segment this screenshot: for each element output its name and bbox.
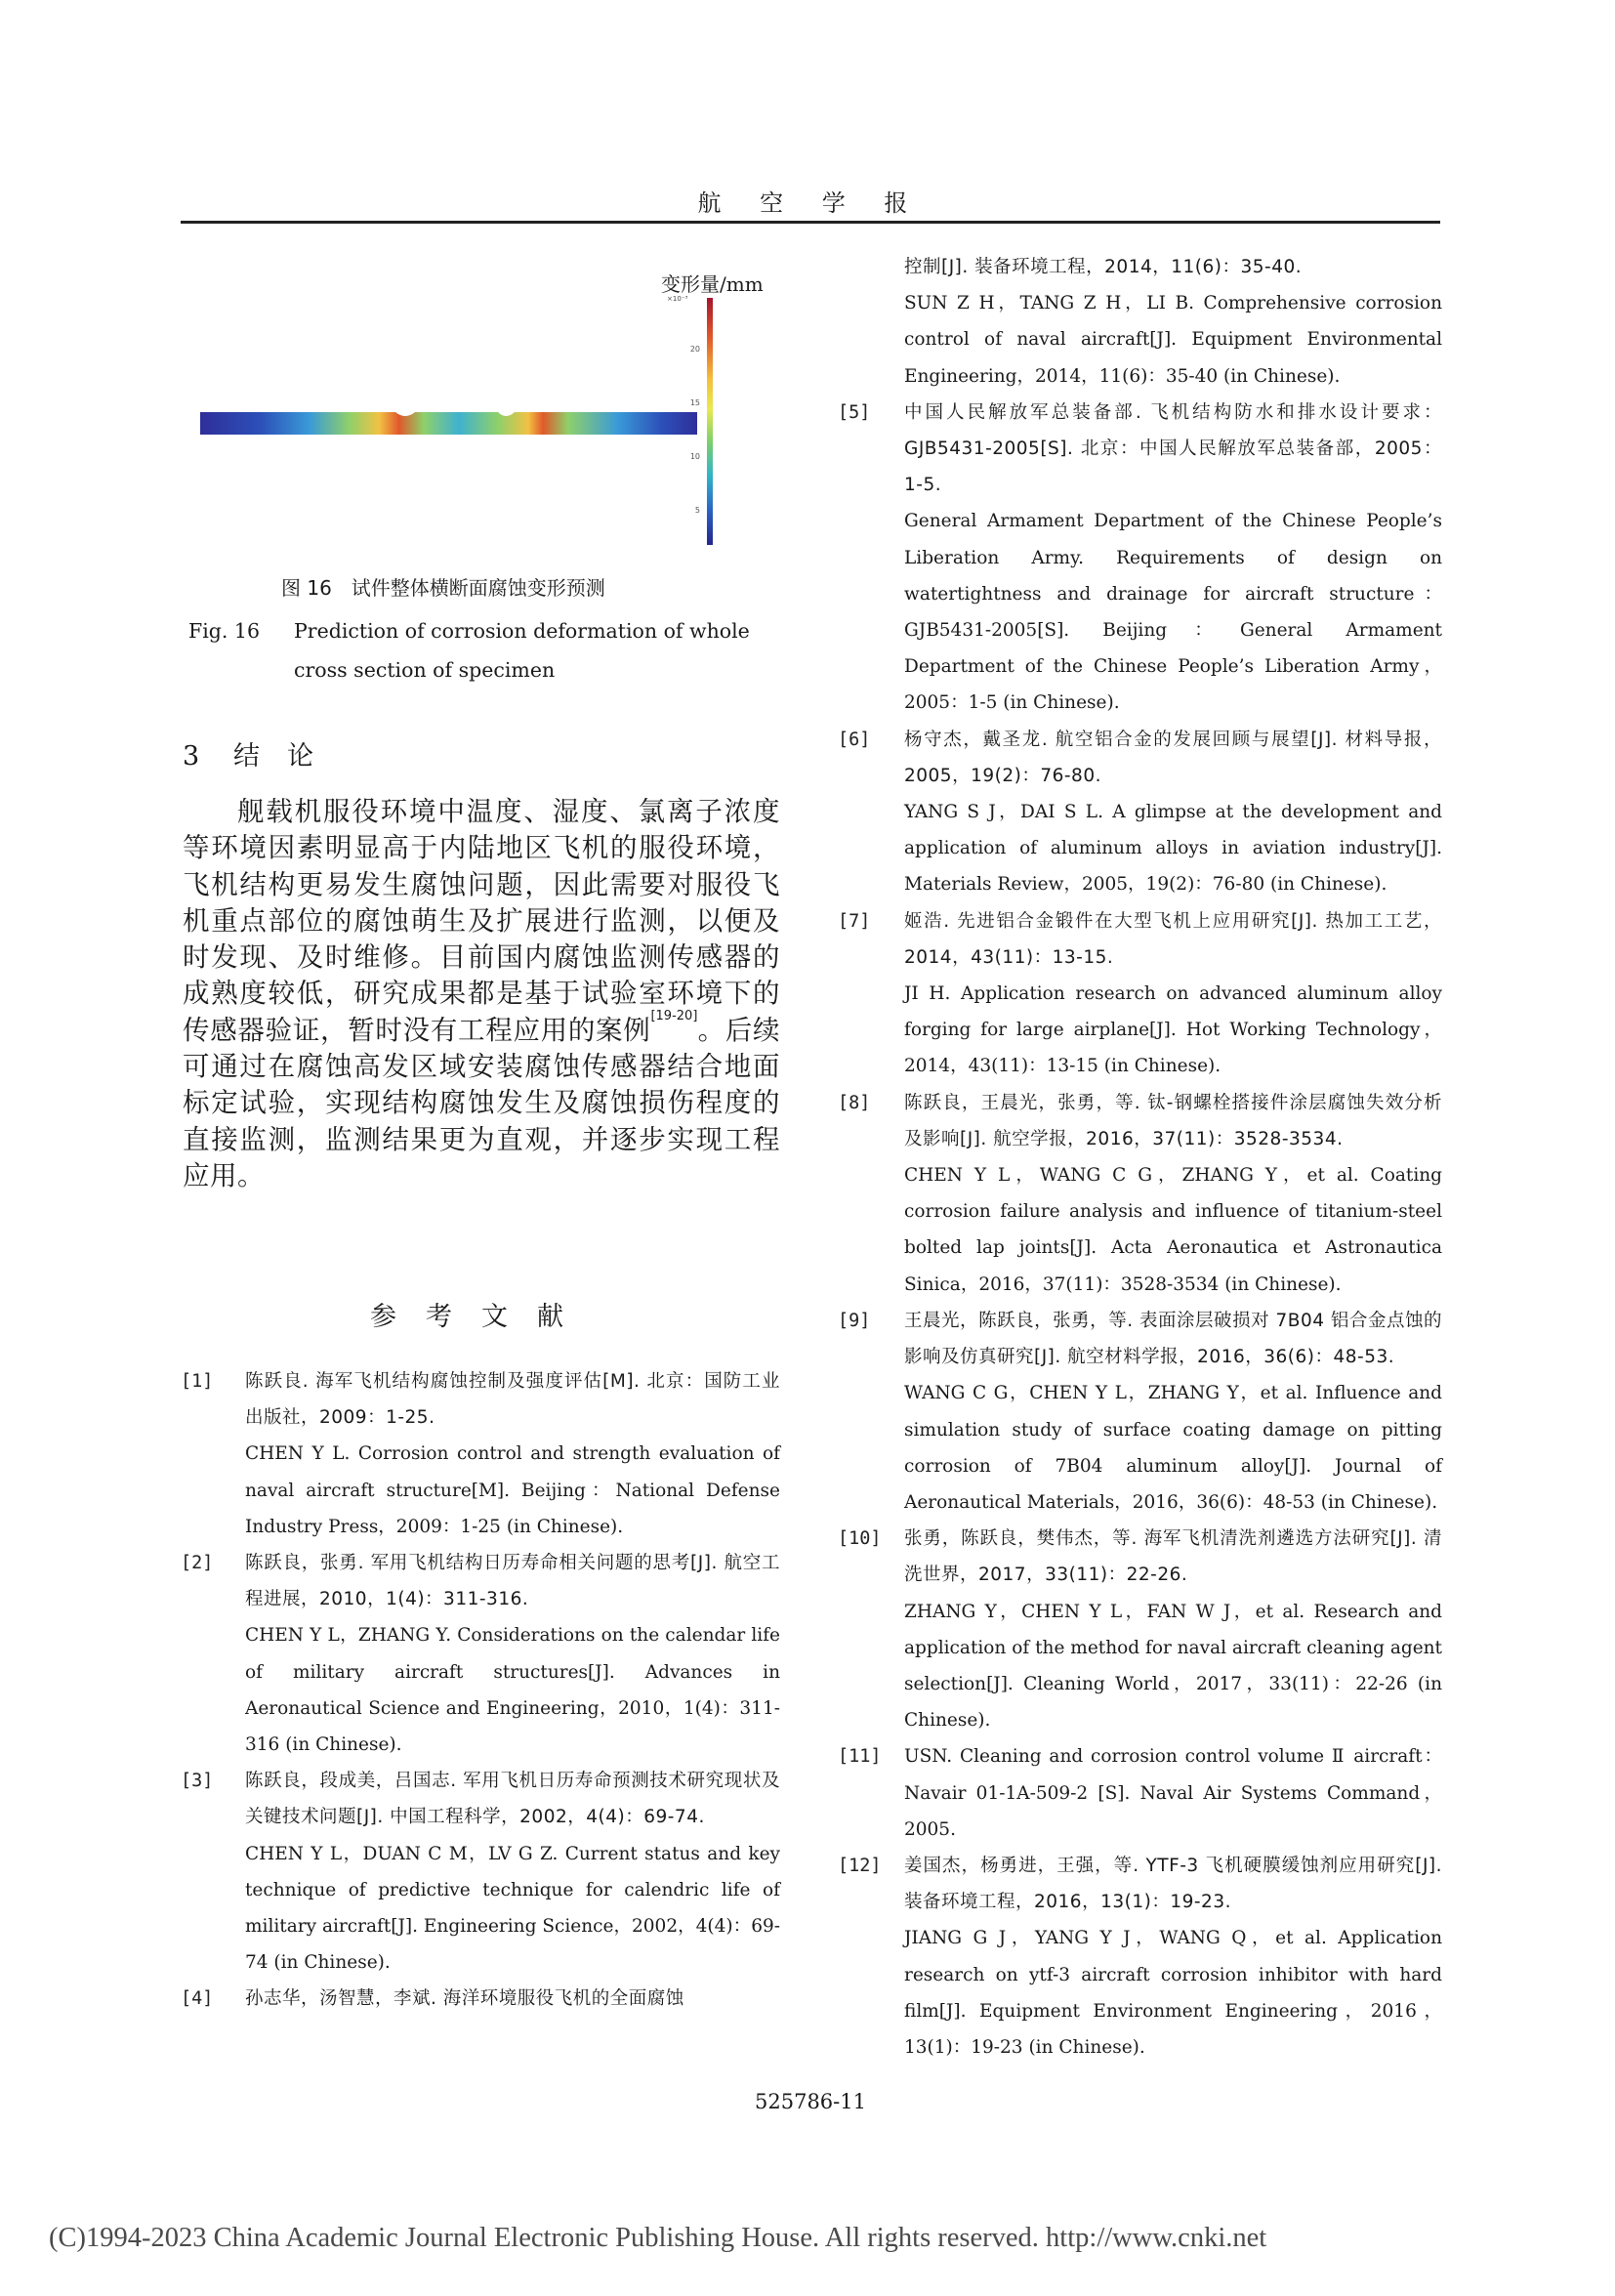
reference-cn: 张勇，陈跃良，樊伟杰，等. 海军飞机清洗剂遴选方法研究[J]. 清洗世界，2017，33(11)：22-26. — [904, 1528, 1442, 1586]
reference-item — [842, 249, 1442, 395]
reference-number: [12] — [838, 1855, 882, 1876]
figure-caption-text: Prediction of corrosion deformation of whole cross section of specimen — [294, 619, 750, 682]
copyright-footer: (C)1994-2023 China Academic Journal Electronic Publishing House. All rights reserved. http://www.cnki.net — [49, 2223, 1267, 2253]
reference-item — [183, 1763, 780, 1981]
reference-item — [838, 903, 1442, 1085]
figure-label: Fig. 16 — [188, 619, 261, 643]
section-number: 3 — [183, 741, 200, 772]
reference-cn: 孙志华，汤智慧，李斌. 海洋环境服役飞机的全面腐蚀 — [245, 1988, 684, 2010]
reference-en: General Armament Department of the Chinese People’s Liberation Army. Requirements of design on watertightness and drainage for aircraft structure：GJB5431-2005[S]. Beijing：General Armament Department of the Chinese People’s Liberation Army，2005：1-5 (in Chinese). — [904, 511, 1442, 714]
references-heading: 参考文献 — [370, 1302, 593, 1332]
conclusion-paragraph — [183, 794, 780, 1194]
colorbar-tick: 15 — [689, 398, 700, 407]
reference-item — [838, 722, 1442, 903]
reference-en: CHEN Y L. Corrosion control and strength evaluation of naval aircraft structure[M]. Beijing：National Defense Industry Press，2009：1-25 (in Chinese). — [245, 1443, 780, 1537]
reference-item — [838, 395, 1442, 722]
reference-item — [838, 1738, 1442, 1848]
figure-caption-cn: 图 16 试件整体横断面腐蚀变形预测 — [281, 576, 605, 600]
reference-en: ZHANG Y，CHEN Y L，FAN W J，et al. Research and application of the method for naval aircraft cleaning agent selection[J]. Cleaning World，2017，33(11)：22-26 (in Chinese). — [904, 1601, 1442, 1732]
reference-number: [1] — [181, 1371, 214, 1392]
reference-cn: 杨守杰，戴圣龙. 航空铝合金的发展回顾与展望[J]. 材料导报，2005，19(2)：76-80. — [904, 729, 1442, 786]
reference-cn: 陈跃良，段成美，吕国志. 军用飞机日历寿命预测技术研究现状及关键技术问题[J]. 中国工程科学，2002，4(4)：69-74. — [245, 1771, 780, 1828]
page-number: 525786-11 — [755, 2090, 866, 2113]
figure-16 — [190, 256, 766, 559]
reference-en: CHEN Y L，DUAN C M，LV G Z. Current status and key technique of predictive technique for calendric life of military aircraft[J]. Engineering Science，2002，4(4)：69-74 (in Chinese). — [245, 1843, 780, 1974]
reference-item — [183, 1981, 780, 2017]
reference-cn: 中国人民解放军总装备部. 飞机结构防水和排水设计要求：GJB5431-2005[S]. 北京：中国人民解放军总装备部，2005：1-5. — [904, 401, 1442, 496]
reference-number: [2] — [181, 1553, 214, 1574]
references-left-column — [183, 1363, 780, 2018]
reference-en: CHEN Y L，WANG C G，ZHANG Y，et al. Coating corrosion failure analysis and influence of titanium-steel bolted lap joints[J]. Acta Aeronautica et Astronautica Sinica，2016，37(11)：3528-3534 (in Chinese). — [904, 1165, 1442, 1295]
reference-cn: 控制[J]. 装备环境工程，2014，11(6)：35-40. — [904, 257, 1303, 277]
colorbar-tick: 20 — [689, 345, 700, 354]
reference-number: [3] — [181, 1771, 214, 1792]
references-right-column — [838, 249, 1442, 2066]
reference-item — [838, 1521, 1442, 1738]
reference-en: JIANG G J，YANG Y J，WANG Q，et al. Application research on ytf-3 aircraft corrosion inhibitor with hard film[J]. Equipment Environment Engineering，2016，13(1)：19-23 (in Chinese). — [904, 1928, 1442, 2058]
reference-en: YANG S J，DAI S L. A glimpse at the development and application of aluminum alloys in aviation industry[J]. Materials Review，2005，19(2)：76-80 (in Chinese). — [904, 802, 1442, 896]
reference-cn: 陈跃良. 海军飞机结构腐蚀控制及强度评估[M]. 北京：国防工业出版社，2009：1-25. — [245, 1371, 780, 1429]
colorbar-tick: 10 — [689, 452, 700, 461]
reference-number: [11] — [838, 1746, 882, 1768]
reference-number: [9] — [838, 1310, 871, 1331]
reference-cn: 姬浩. 先进铝合金锻件在大型飞机上应用研究[J]. 热加工工艺，2014，43(11)：13-15. — [904, 910, 1442, 968]
figure-unit-label: 变形量/mm — [661, 272, 764, 296]
colorbar-exponent: ×10⁻³ — [667, 295, 688, 303]
reference-en: SUN Z H，TANG Z H，LI B. Comprehensive corrosion control of naval aircraft[J]. Equipment Environmental Engineering，2014，11(6)：35-40 (in Chinese). — [904, 293, 1442, 387]
reference-cn: 王晨光，陈跃良，张勇，等. 表面涂层破损对 7B04 铝合金点蚀的影响及仿真研究[J]. 航空材料学报，2016，36(6)：48-53. — [904, 1310, 1442, 1368]
reference-item — [838, 1303, 1442, 1521]
reference-number: [4] — [181, 1988, 214, 2010]
colorbar-tick: 5 — [694, 506, 700, 515]
figure-caption-en — [188, 611, 779, 689]
reference-number: [5] — [838, 401, 871, 423]
section-title: 结论 — [233, 741, 341, 772]
header-rule — [181, 221, 1440, 224]
reference-en: WANG C G，CHEN Y L，ZHANG Y，et al. Influence and simulation study of surface coating damage on pitting corrosion of 7B04 aluminum alloy[J]. Journal of Aeronautical Materials，2016，36(6)：48-53 (in Chinese). — [904, 1383, 1442, 1513]
journal-header: 航 空 学 报 — [697, 189, 924, 217]
reference-number: [6] — [838, 729, 871, 750]
section-heading — [183, 734, 341, 772]
reference-item — [183, 1545, 780, 1763]
reference-item — [838, 1085, 1442, 1303]
colorbar — [707, 298, 713, 545]
reference-cn: 陈跃良，王晨光，张勇，等. 钛-钢螺栓搭接件涂层腐蚀失效分析及影响[J]. 航空学报，2016，37(11)：3528-3534. — [904, 1092, 1442, 1149]
reference-item — [183, 1363, 780, 1545]
reference-en: CHEN Y L，ZHANG Y. Considerations on the calendar life of military aircraft structures[J]. Advances in Aeronautical Science and Engineering，2010，1(4)：311-316 (in Chinese). — [245, 1625, 780, 1756]
reference-en: JI H. Application research on advanced aluminum alloy forging for large airplane[J]. Hot Working Technology，2014，43(11)：13-15 (in Chinese). — [904, 983, 1442, 1077]
reference-en: USN. Cleaning and corrosion control volume Ⅱ aircraft：Navair 01-1A-509-2 [S]. Naval Air Systems Command，2005. — [904, 1746, 1442, 1840]
reference-cn: 陈跃良，张勇. 军用飞机结构日历寿命相关问题的思考[J]. 航空工程进展，2010，1(4)：311-316. — [245, 1553, 780, 1610]
citation: [19-20] — [650, 1008, 698, 1023]
reference-number: [10] — [838, 1528, 882, 1550]
reference-number: [8] — [838, 1092, 871, 1113]
specimen-deformation-plot — [200, 412, 697, 435]
reference-number: [7] — [838, 910, 871, 932]
reference-item — [838, 1848, 1442, 2066]
conclusion-text: 舰载机服役环境中温度、湿度、氯离子浓度等环境因素明显高于内陆地区飞机的服役环境，飞机结构更易发生腐蚀问题，因此需要对服役飞机重点部位的腐蚀萌生及扩展进行监测，以便及时发现、及时维修。目前国内腐蚀监测传感器的成熟度较低，研究成果都是基于试验室环境下的传感器验证，暂时没有工程应用的案例 — [183, 796, 780, 1046]
conclusion-text-cont: 。后续可通过在腐蚀高发区域安装腐蚀传感器结合地面标定试验，实现结构腐蚀发生及腐蚀损伤程度的直接监测，监测结果更为直观，并逐步实现工程应用。 — [183, 1014, 781, 1191]
reference-cn: 姜国杰，杨勇进，王强，等. YTF-3 飞机硬膜缓蚀剂应用研究[J]. 装备环境工程，2016，13(1)：19-23. — [904, 1855, 1442, 1913]
